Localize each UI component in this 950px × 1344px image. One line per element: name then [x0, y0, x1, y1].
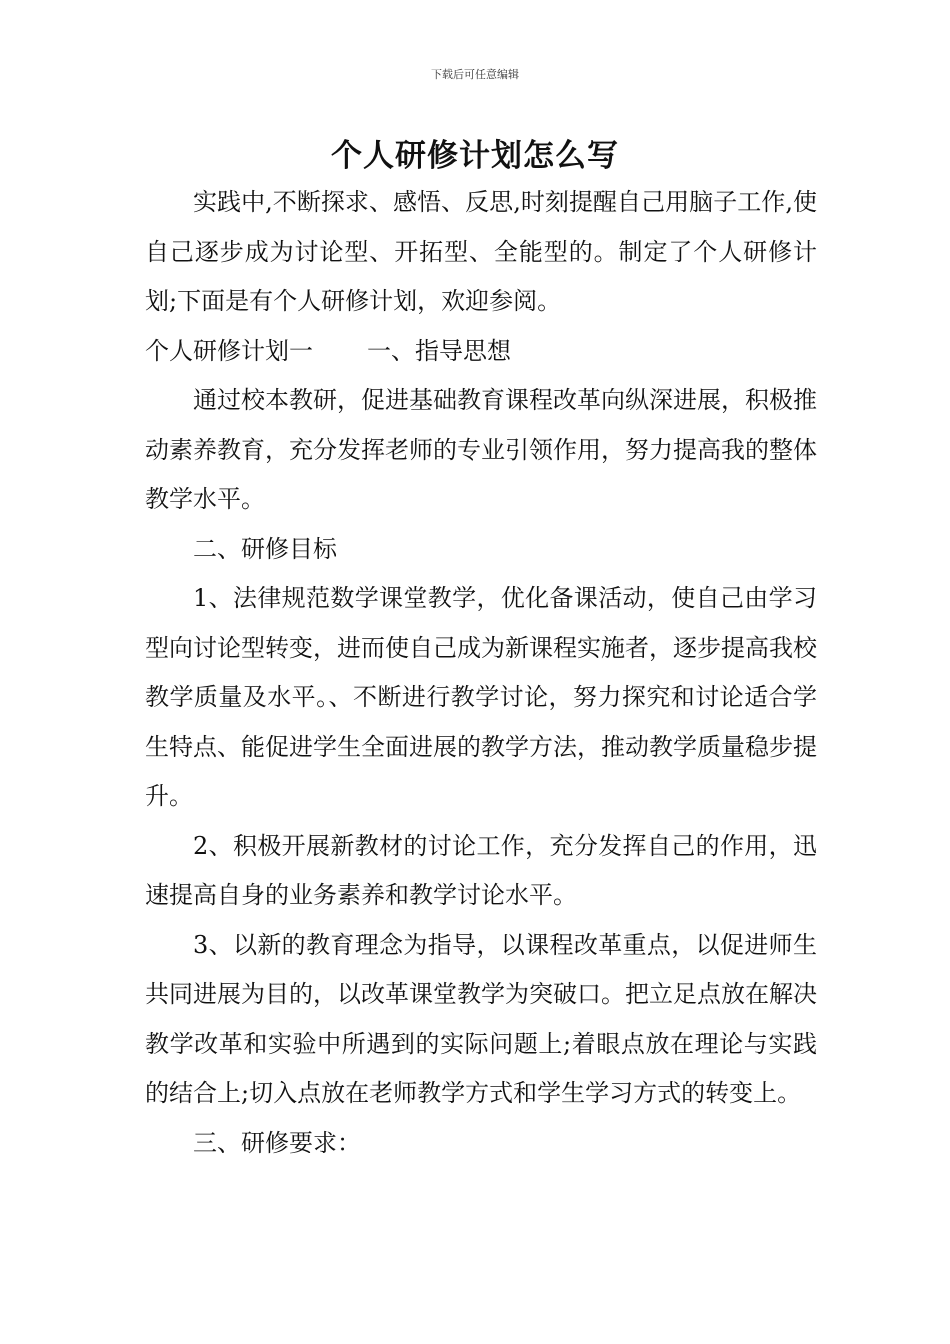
goal-3-paragraph: 3、以新的教育理念为指导，以课程改革重点，以促进师生共同进展为目的，以改革课堂教学为突破口。把立足点放在解决教学改革和实验中所遇到的实际问题上;着眼点放在理论与实践的结合上;切入点放在老师教学方式和学生学习方式的转变上。: [145, 930, 817, 1107]
header-note: 下载后可任意编辑: [431, 68, 519, 81]
guiding-paragraph: 通过校本教研，促进基础教育课程改革向纵深进展，积极推动素养教育，充分发挥老师的专业引领作用，努力提高我的整体教学水平。: [145, 386, 817, 513]
intro-paragraph: 实践中,不断探求、感悟、反思,时刻提醒自己用脑子工作,使自己逐步成为讨论型、开拓型、全能型的。制定了个人研修计划;下面是有个人研修计划，欢迎参阅。: [145, 188, 817, 315]
plan-heading-row: [145, 327, 817, 377]
section-1-heading: 一、指导思想: [367, 336, 511, 365]
heading-spacer: [313, 327, 367, 377]
document-body: [145, 178, 817, 1168]
section-3-heading: 三、研修要求：: [193, 1128, 361, 1157]
goal-2-paragraph: 2、积极开展新教材的讨论工作，充分发挥自己的作用，迅速提高自身的业务素养和教学讨论水平。: [145, 831, 817, 909]
section-2-heading: 二、研修目标: [193, 534, 337, 563]
page-title: 个人研修计划怎么写: [331, 138, 619, 174]
goal-1-paragraph: 1、法律规范数学课堂教学，优化备课活动，使自己由学习型向讨论型转变，进而使自己成为新课程实施者，逐步提高我校教学质量及水平。、不断进行教学讨论，努力探究和讨论适合学生特点、能促进学生全面进展的教学方法，推动教学质量稳步提升。: [145, 584, 817, 810]
plan-label: 个人研修计划一: [145, 336, 313, 365]
